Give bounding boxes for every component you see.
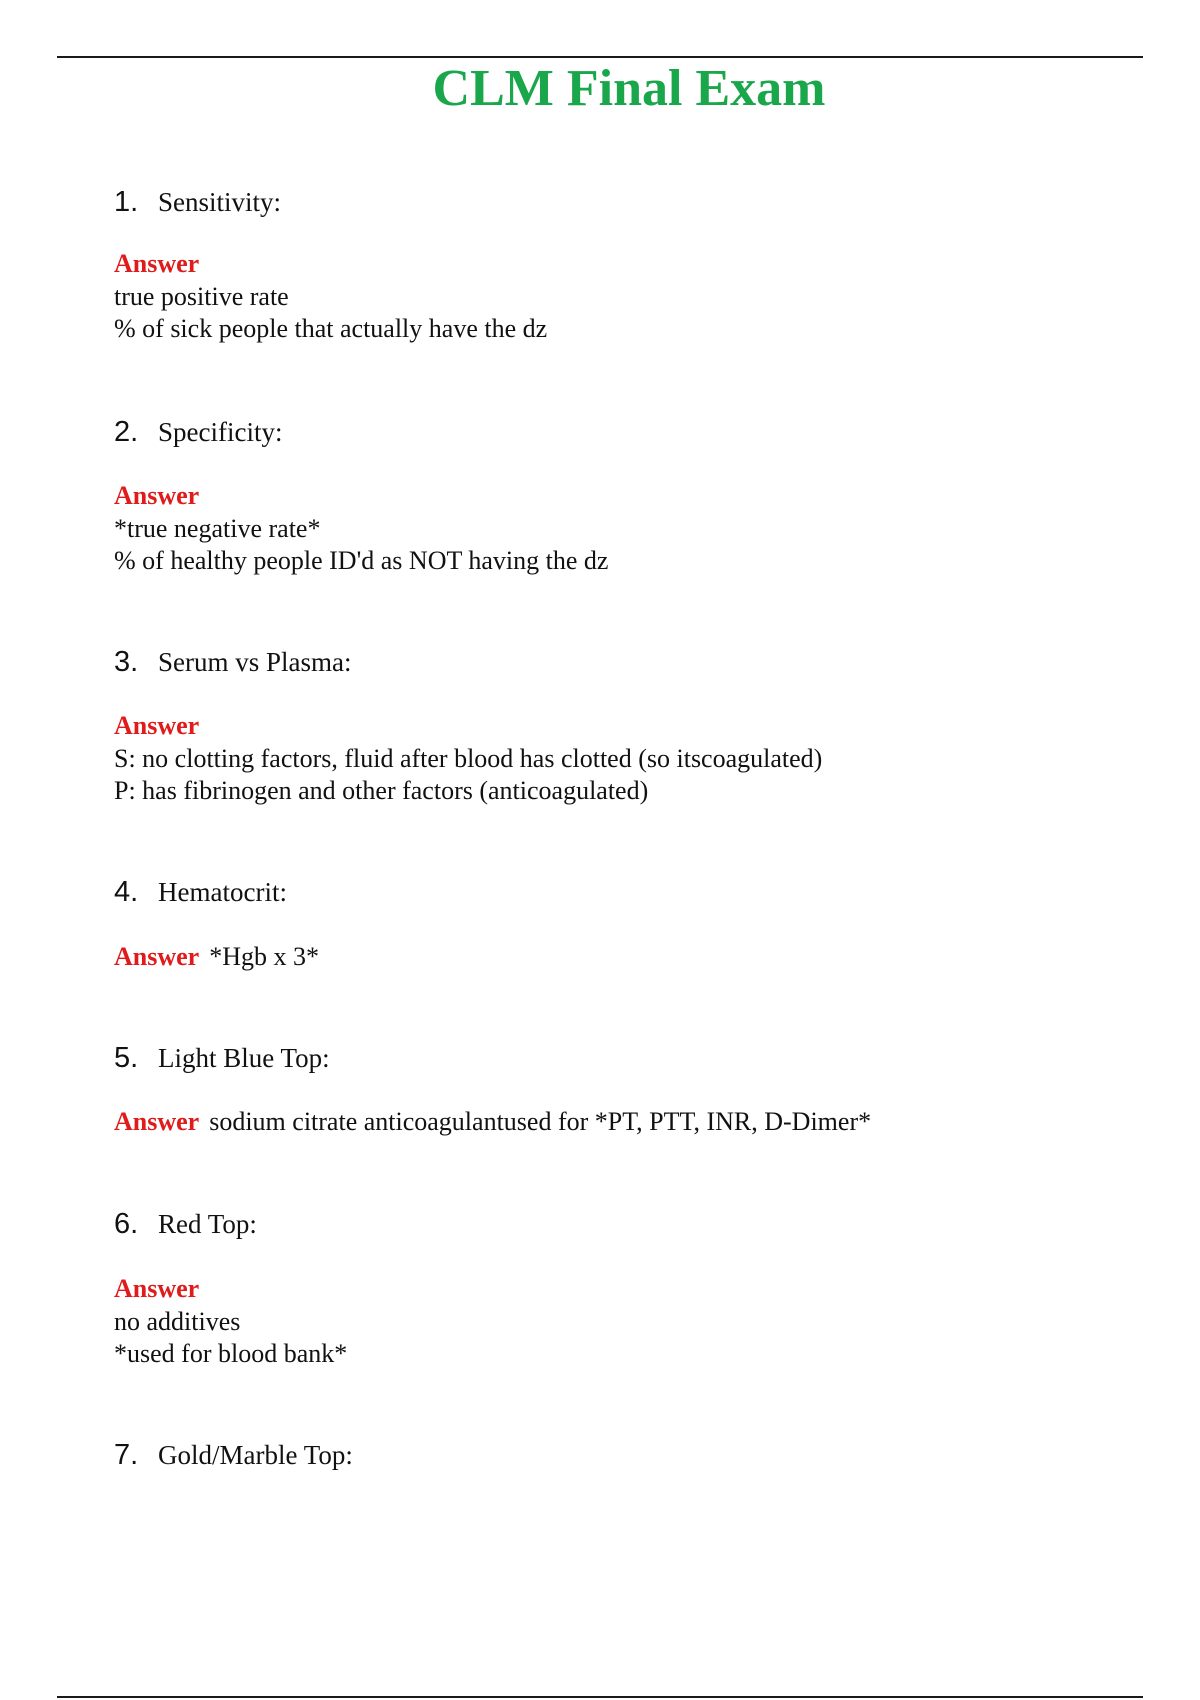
question-text: Sensitivity: [158, 187, 282, 217]
answer-3 [114, 710, 822, 808]
question-3 [114, 646, 352, 679]
question-text: Red Top: [158, 1209, 257, 1239]
bottom-rule [57, 1696, 1143, 1698]
answer-5 [114, 1106, 871, 1139]
question-text: Light Blue Top: [158, 1043, 330, 1073]
answer-text: sodium citrate anticoagulantused for *PT, PTT, INR, D-Dimer* [209, 1107, 872, 1136]
answer-line: *true negative rate* [114, 513, 321, 543]
answer-line: no additives [114, 1306, 241, 1336]
answer-label: Answer [114, 942, 200, 971]
question-number: 4. [114, 876, 139, 908]
answer-line: % of sick people that actually have the dz [114, 314, 548, 343]
question-number: 6. [114, 1208, 139, 1240]
answer-6 [114, 1273, 347, 1371]
question-text: Gold/Marble Top: [158, 1440, 353, 1470]
question-number: 1. [114, 186, 139, 218]
question-text: Hematocrit: [158, 877, 287, 907]
answer-1 [114, 248, 547, 346]
question-text: Serum vs Plasma: [158, 647, 352, 677]
question-text: Specificity: [158, 417, 283, 447]
question-number: 3. [114, 646, 139, 678]
question-number: 7. [114, 1439, 139, 1471]
answer-label: Answer [114, 1107, 200, 1136]
answer-line: % of healthy people ID'd as NOT having the dz [114, 546, 609, 575]
answer-label: Answer [114, 1274, 200, 1303]
question-7 [114, 1439, 353, 1472]
question-5 [114, 1042, 330, 1075]
answer-line: S: no clotting factors, fluid after blood has clotted (so itscoagulated) [114, 743, 823, 773]
question-6 [114, 1208, 257, 1241]
answer-label: Answer [114, 711, 200, 740]
question-1 [114, 186, 281, 219]
page-title: CLM Final Exam [432, 60, 826, 117]
answer-text: *Hgb x 3* [209, 942, 319, 971]
answer-line: *used for blood bank* [114, 1339, 348, 1368]
answer-2 [114, 480, 608, 578]
answer-label: Answer [114, 249, 200, 278]
question-2 [114, 416, 282, 449]
answer-line: P: has fibrinogen and other factors (anticoagulated) [114, 776, 649, 805]
question-number: 5. [114, 1042, 139, 1074]
answer-4 [114, 941, 319, 974]
question-4 [114, 876, 287, 909]
answer-label: Answer [114, 481, 200, 510]
answer-line: true positive rate [114, 281, 289, 311]
question-number: 2. [114, 416, 139, 448]
